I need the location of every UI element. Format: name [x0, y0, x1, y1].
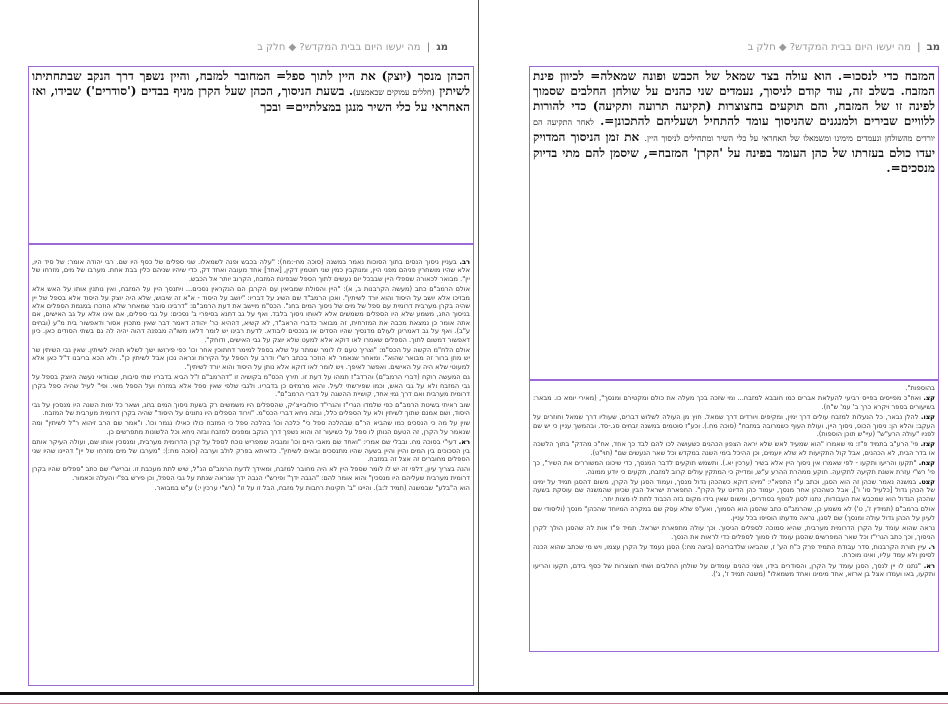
- commentary-paragraph: [533, 524, 935, 541]
- right-page: [479, 0, 948, 692]
- footnote-text: דעי"י בסוכה מח. ובבלי שם אמרי: "ואחד שם מאבי היים וכו' ומגביה שמפריש נוכח לספל על קרן הדרומית מערבית, ומנסכין אותו שם, ועולה העיקר אותם בין הסכוכים בין המים והיין והיין בשעה שהיו מתנסכים ובאים לשיתין". כדאיתא בפרק לולב וערבה (סוכה מח:): "מערבו של מים מזרחו של יין" דהיינו שהיו שני הספלים מחוברים זה אצל זה במזבח.: [32, 438, 470, 463]
- commentary-paragraph: [533, 394, 935, 411]
- main-text-aside: לאחר התקיעה הם יורדים מהשולחן ונעמדים מימינו ומשמאלו של האחראי על כלי השיר ומתחילים לניסוך היין.: [533, 118, 935, 143]
- footnote-label: ר.: [928, 542, 935, 551]
- footnote-text: "תקעו והריעו ותקעו - לפי שאמרו אין ניסוך היין אלא בשיר (ערכין יא.). ותשמש תוקעים לדבר המנסך, כדי שיכונו המשוררים את השיר", כך פי' רש"י עזרת אשנת תקיעה לתקיעה. תוקע ממהרת ההרע ע"ש, ומדייק כי המתקין עולים קרוב למזבח, תקעים כי יודע ממונה.: [533, 459, 935, 476]
- main-text-body: המזבח כדי לנסכו=. הוא עולה בצד שמאל של הכבש ופונה שמאלה= לכיוון פינת המזבח. בשלב זה, עוד קודם לניסוך, נעמדים שני כהנים על שולחן החלבים שסמוך לפינה זו של המזבח, והם תוקעים בחצוצרות (תקיעה תרועה ותקיעה) כדי להורות ללוויים שבירים ולמנגנים שהניסוך עומד להתחיל ושעליהם להתכונן=.: [533, 69, 935, 128]
- footnote-text: נראה שהוא עומד על הקרן הדרומית מערבית, שהיא סמוכה לספלים הניסוך. וכך עולה מתפארת ישראל. תמיד פ"ז אות לה שהסגן הולך לקרן הניסוך, וכך כתב הגרי"ז וכל שאר המפרשים שהסגן עומד לו סמוך לספלים כדי לראות את הנסך.: [533, 524, 935, 541]
- footnote-text: פי' הרע"ב בתמיד פ"ז: מי שאמרו "הוא שמעיד לאש שלא יראה הצפון הכהנים כשעושה לכו להם לבד כך אחד, אח"כ מהדק" בתוך הלשכה או בדר הבית, לא הכהנים, אבל קול התקיעות לא שלא יועמים, וכן ההיכל בימי השנה במקדש וכל שאר הנעשים שם" (תוי"ט).: [533, 440, 935, 457]
- footnote-text: גם המעשה רוקח (דברי הרמב"ם) והרדב"ז תמהו על דעת זו. תירץ הכס"מ בקושיה זו "דהרמב"ם ז"ל הביא בדבריו שתי סיבות, שבוודאי נעשה היוצק בספל על גבי המזבח ולא על גבי האש, וכמו שפירשתי לעיל. והוא מרמזים כן בדבריו. ולגבי שלפי שאין ספל אלא במזרח ועל הספל מאי. ופי" לעיל שהיה ספל בקרן דרומית מערבית ואם דרך נמי אחד, קושיית ההשגה על דברי הרמב"ם".: [32, 373, 470, 399]
- footnote-label: קצז.: [920, 440, 935, 449]
- bottom-rule: [0, 692, 948, 695]
- footnote-text: אולם ברמב"ם (תמידין ז', ט') לא משמע כן, שהרמב"ם כתב שהסגן הוא הסמוך, ואע"פ שלא עסק שם במקרה המיוחד שהכהן" מנסך (וליסודי שם לעיון על הכהן גדול עולה ומנסך) שם לסגן, נראה מדעתו הוסיפו בכל עניין.: [533, 505, 935, 522]
- commentary-paragraph: [32, 401, 470, 418]
- commentary-paragraph: [533, 543, 935, 560]
- bottom-accent-line: [0, 703, 948, 704]
- commentary: [32, 258, 470, 682]
- commentary-paragraph: [533, 459, 935, 476]
- footnote-label: רא.: [923, 561, 935, 570]
- page-number: מג: [436, 42, 448, 53]
- commentary-paragraph: [533, 413, 935, 438]
- footnote-text: שוב ראיתי בשיטת הרמב"ם כפי שלמדו הגרי"ז והגרי"ד סולובייצ'יק, שהספלים היו משמשים רק בשעת ניסוך המים בחג, ושאר כל ימות השנה היו מנסכין על גבי היסוד, ושם אמנם שתוך לשיתין ולא על הספלים כלל, ובזה ניחא דברי הכס"מ. "וירוד הספלים היו נתונים על היסוד" שהיה בקרן דרומית מערבית של המזבח.: [32, 400, 470, 417]
- running-head-right: [747, 42, 940, 53]
- commentary-paragraph: [32, 373, 470, 398]
- footnote-label: קצו.: [921, 413, 935, 422]
- commentary-paragraph: [32, 419, 470, 436]
- left-page: [0, 0, 479, 692]
- commentary-paragraph: [32, 438, 470, 463]
- commentary-paragraph: [533, 440, 935, 457]
- main-text: [32, 69, 470, 115]
- running-title: מה יעשו היום בבית המקדש? ◆ חלק ב: [747, 42, 911, 53]
- footnote-text: בהוספות".: [905, 384, 935, 392]
- main-text-continued: את זמן הניסוך המדויק יעדו כולם בעזרתו של כהן העומד בפינה על 'הקרן' המזבח=, שיסמן להם מתי בדיוק מנסכים=.: [533, 130, 935, 175]
- separator: |: [917, 42, 921, 53]
- footnote-text: שוין על מה כי הנסכים כמו שהביא הר"ם שבהלכה ספל כי" כלכה וכו' בהלכה ספל כי המזבח כולו כאילו נגמר וכו'. ו"אמר שם הרב זיהוא ר"ל לשיתין" ומה שנאמר על הקרן, זה הטעם הנותן לו ספל על כשיעור זה והוא נשפך דרך הנקב ומפנים למזבח ובזה ניחא וכל הלשונות מתפרשים כן.: [32, 419, 470, 436]
- footnote-text: והנה בצריך עיון, דלפי זה יש לו לומר שספל היין לא היה מחובר למזבח, ומאידך לדעת הרמב"ם הנ"ל, שיש לתת מעכבת זו. ובריש"י שם כתב "ספלים שהיו בקרן דרומית מערבית שעליהם היו מנסכין" והוא אומר להם: "הגבה ידך" ופירש"י הגבה ידך שנראה שנתת על גבי הספל, וכן פירש בפ"י והעלה וכאמור.: [32, 465, 470, 482]
- main-text-body: הכהן מנסך (יוצק) את היין לתוך ספל= המחובר למזבח, והיין נשפך דרך הנקב שבתחתיתו לשיתין: [32, 69, 470, 98]
- main-text-aside: (חללים עמוקים שבאמצע): [353, 88, 435, 97]
- main-text: [533, 69, 935, 176]
- commentary-paragraph: [32, 258, 470, 283]
- commentary-paragraph: [533, 478, 935, 503]
- commentary-paragraph: [32, 346, 470, 371]
- footnote-text: להלן נבאר, כל הנעלות למזבח עולים דרך ימין, ומקיפים ויורדים דרך שמאל. חוץ מן העולה לשלוש דברים, שעוליו דרך שמאל וחוזרים על העקב: והלא הן: ניסוך הכוס, ניסוך היין, ועולת העוף כשמרובה במזבח" (סוכה מח.). וכע"ז סוטמים במשנה זבחים סג.-סד. ובהמשך עניין כי יש שם לפניו "עולה הרע"ש" (עיי"ש תוכן הוספות).: [533, 413, 935, 439]
- footnote-label: קצ.: [923, 394, 935, 403]
- commentary-paragraph: [32, 484, 470, 492]
- footnote-text: בעניין ניסוך הנסים בתוך הסוכות נאמר במשנה (סוכה מח-:מח): "עלה בכבש ופנה לשמאלו. שני ספלים של כסף היו שם. רבי יהודה אומר: של סיד היו, אלא שהיו מושחרין פניהם מפני היין, ומנוקבין כמין שני חוטמין דקין, [אחד] אחד מעובה ואחד דק, כדי שיהיו שניהם כלין בבת אחת. מערבו של מים, מזרחו של יין". מבואר לכאורה שספלי היין שבבכל יום נעשים לתוך הספל שבפינת המזבח, הקרוב יותר אל הכבש.: [32, 258, 470, 283]
- main-text-continued: . בשעת הניסוך, הכהן שעל הקרן מניף בבדים ('סודרים') שבידו, ואז האחראי על כלי השיר מנגן במצלתיים= ובכך: [32, 84, 470, 114]
- footnote-label: קצח.: [918, 459, 935, 468]
- footnote-text: במשנה נאמר שכהן זה הוא הסגן, וכתב ע"ז התפא"י: "מיהו דוקא כשהכהן גדול מנסך, ועמוד הסגן על הקרן, משום דהסגן תמיד על ימינו של הכהן גדול [כלעיל סו' ו'], אבל כשהכהן אחר מנסך, יעמוד כהן הדיוט על הקרן". התפארת ישראל הבין שכיוון שהמשנה שם עוסקת בשעה שהכהן הגדול הוא שמכבש את העבודות, נתנו לסגן לנופף בסודרים, ומשום שאין בידו מקום בזה הכבוד לתת לו מצות יתר.: [533, 478, 935, 503]
- footnote-label: רא.: [458, 438, 470, 447]
- commentary-paragraph: [32, 465, 470, 482]
- footnote-label: קצט.: [918, 478, 935, 487]
- footnote-text: עיין תורת הקרבנות, סדר עבודת התמיד פרק כ"ח הע' ז, שהביאו שלדבריהם (ביצה מח:) הסגן נעמד על הקרן עצמו, ויש מי שכתב שהוא הכנה לסימן ולא עמד עליו, ואינו מוכרח.: [533, 542, 935, 560]
- footnote-label: רב.: [459, 258, 470, 266]
- footnote-text: הוא ה"בלע" שבמשנה (תמיד ל:ב). והיינו "ב' תקינות רחבות על מזבח, הבל זו על זו" (רש"י ערכין י:) ע"ש במבואר.: [154, 484, 470, 493]
- commentary-paragraph: [32, 285, 470, 344]
- page-number: מב: [926, 42, 940, 53]
- footnote-text: אולם הרמב"ם כתב (מעשה הקרבנות ב, א): "היין והסולת שמביאין עם הקרבן הם הנקראין נסכים... ויתנסך היין על המזבח, ואין נותנין אותו על האש אלא מבזיכו אלא יושב על היסוד והוא יורד לשיתין". ואכן הרמב"ד שם השיג על דבריו: "יושב על היסוד - א"א זה שיבוש, שלא היה יוצק על היסוד אלא בספל של יין שהיה בקרן מערבית דרומית עם ספל של מים של ניסוך המים בחג". הכס"מ מיישב את דעת הרמב"ם: "דרבינו סובר שמאחר שלא הוזכרו במגמת הספלים אלא בניסוך החג, משמע שלא היו הספלים משמשים אלא לאותו ניסוך בלבד. ואף על גב דתנא בסיפרי ב' נסכים: על גבי ספלים, אם אינו אלא על גב האישים, אם אתה אומר כן נמצאת מכבה את המזרחית, זה מבואר כדברי הראב"ד, לא קשיא, דההיא כר' יהודה דאמר דבר שאין מתכוין אסור ודאפשור בית מ"ע (ובחים ע"ב). ואף על גב דאמרינן לעולם מדנסיך שהיו הסדים או בנכסים ליבודא. לדעת רבינו יש לומר דלאו משו"ה מבפנה דהוה יהיה לה גם בשתי הסודים כאן. כיון דאפשור דמשום לתוך. הספלים שאמרו לאו דוקא אלא למעט שלא יוצק על גבי האישים, ודוחק".: [32, 285, 470, 344]
- commentary-paragraph: [533, 505, 935, 522]
- commentary: [533, 384, 935, 648]
- running-head-left: [257, 42, 448, 53]
- commentary-paragraph: [533, 384, 935, 392]
- footnote-text: אולם הלח"מ הקשה על הכס"מ: "וצריך טעם לו לומר שמתר על שלא בספל למימר דחתוכין אחר וכו' כפי פירושו ישך לשלא תהיה לשיתין. שאין גבי השיתין שר יש מוזן ברור זה מבואר שהוא". ומאחר שנאמר לא הוזכר בכתב רש"י ודרב על הספל על הקירות ונראה נכון אבל לשיתין כן". ולא הכא בריבנו ד"ל כאן אלא למעוטי שלא היה על האישים. ואפשר לאיפך. ויש לומר לאו דוקא אלא נותן על היסוד והוא יורד לשיתין".: [32, 346, 470, 371]
- footnote-text: ואח"כ מפייסים בפייס רביעי להעלאת אברים כמו חובבא למזבח... ומי שזכה בכך מעלה את כולם ומקטירם ומנסך", (מאירי יומא כו. מבאר: בשיעורים בספר ויקרא כרך ב' עמ' ש"ח).: [533, 394, 935, 411]
- footnote-text: "נתנו לו יין לנסך, הסגן עומד על הקרן, והסודרים בידו, ושני כהנים עומדים על שולחן החלבים ושתי חצוצרות של כסף בידם, תקעו והריעו ותקעו, באו ועמדו אצל בן ארזא, אחד מימינו ואחד משמאלו" (משנה תמיד ז', ג').: [533, 561, 935, 579]
- commentary-paragraph: [533, 562, 935, 579]
- running-title: מה יעשו היום בבית המקדש? ◆ חלק ב: [257, 42, 421, 53]
- separator: |: [426, 42, 431, 53]
